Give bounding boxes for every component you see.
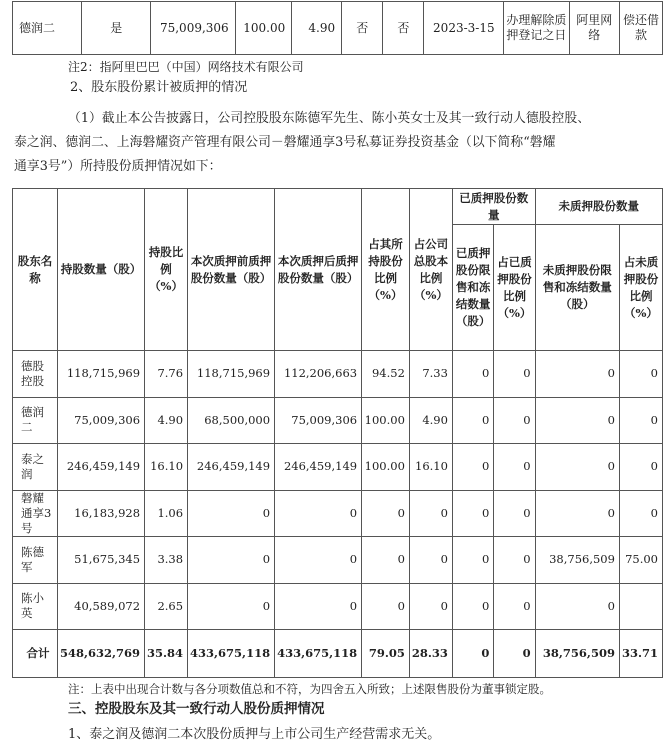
table-cell: 0 bbox=[494, 490, 535, 537]
table-cell: 0 bbox=[362, 537, 410, 584]
table-cell: 0 bbox=[409, 583, 452, 630]
table-cell: 38,756,509 bbox=[535, 630, 619, 678]
table-cell: 7.76 bbox=[145, 351, 188, 398]
table-cell: 0 bbox=[535, 490, 619, 537]
table-cell: 16,183,928 bbox=[58, 490, 145, 537]
table-cell: 0 bbox=[494, 630, 535, 678]
table-cell: 246,459,149 bbox=[58, 444, 145, 491]
table-cell: 0 bbox=[452, 397, 493, 444]
header-unpledged-restricted: 未质押股份限售和冻结数量（股） bbox=[535, 225, 619, 351]
table-cell: 陈德军 bbox=[13, 537, 58, 584]
pledge-detail-table bbox=[12, 1, 663, 55]
table-cell: 否 bbox=[383, 2, 424, 55]
table-cell: 偿还借款 bbox=[619, 2, 662, 55]
table-cell: 0 bbox=[452, 351, 493, 398]
header-before: 本次质押前质押股份数量（股） bbox=[188, 189, 275, 351]
table-cell: 德润二 bbox=[13, 2, 82, 55]
table-cell: 75,009,306 bbox=[275, 397, 362, 444]
table-cell: 合计 bbox=[13, 630, 58, 678]
table-cell: 0 bbox=[275, 583, 362, 630]
header-unpledged-group: 未质押股份数量 bbox=[535, 189, 662, 225]
header-pct-total: 占公司总股本比例（%） bbox=[409, 189, 452, 351]
table-cell: 0 bbox=[494, 397, 535, 444]
header-ratio: 持股比例（%） bbox=[145, 189, 188, 351]
table-cell: 0 bbox=[494, 537, 535, 584]
table-cell: 0 bbox=[188, 537, 275, 584]
table-cell: 阿里网络 bbox=[569, 2, 619, 55]
table-row bbox=[13, 490, 663, 537]
table-cell: 51,675,345 bbox=[58, 537, 145, 584]
header-pledged-group: 已质押股份数量 bbox=[452, 189, 535, 225]
table-cell: 112,206,663 bbox=[275, 351, 362, 398]
table-cell: 4.90 bbox=[145, 397, 188, 444]
total-row bbox=[13, 630, 663, 678]
header-unpledged-ratio: 占未质押股份比例（%） bbox=[619, 225, 662, 351]
table-cell: 否 bbox=[342, 2, 383, 55]
table-cell: 0 bbox=[452, 537, 493, 584]
table-cell: 75.00 bbox=[619, 537, 662, 584]
table-cell: 0 bbox=[362, 583, 410, 630]
paragraph-line: 泰之润、德润二、上海磐耀资产管理有限公司－磐耀通享3号私募证券投资基金（以下简称“磐耀 bbox=[14, 135, 556, 150]
table-cell: 0 bbox=[619, 444, 662, 491]
header-shareholder: 股东名称 bbox=[13, 189, 58, 351]
paragraph-line: （1）截止本公告披露日，公司控股股东陈德军先生、陈小英女士及其一致行动人德股控股、 bbox=[68, 111, 591, 126]
table-cell: 118,715,969 bbox=[188, 351, 275, 398]
table-row bbox=[13, 2, 663, 55]
table-cell: 100.00 bbox=[362, 444, 410, 491]
table-cell: 0 bbox=[619, 351, 662, 398]
table-cell: 246,459,149 bbox=[188, 444, 275, 491]
table-cell: 0 bbox=[619, 490, 662, 537]
paragraph-1 bbox=[14, 107, 590, 179]
table-cell: 75,009,306 bbox=[58, 397, 145, 444]
table-cell: 0 bbox=[452, 630, 493, 678]
table-cell: 0 bbox=[409, 537, 452, 584]
table-cell: 2.65 bbox=[145, 583, 188, 630]
table-row bbox=[13, 583, 663, 630]
table-cell: 0 bbox=[494, 583, 535, 630]
table-cell: 79.05 bbox=[362, 630, 410, 678]
table-cell: 16.10 bbox=[409, 444, 452, 491]
table-cell: 德股控股 bbox=[13, 351, 58, 398]
table-cell: 办理解除质押登记之日 bbox=[504, 2, 569, 55]
table-cell: 4.90 bbox=[409, 397, 452, 444]
table-cell: 38,756,509 bbox=[535, 537, 619, 584]
header-holdings: 持股数量（股） bbox=[58, 189, 145, 351]
table-cell: 2023-3-15 bbox=[424, 2, 504, 55]
table-cell: 磐耀通享3号 bbox=[13, 490, 58, 537]
table-cell: 是 bbox=[82, 2, 151, 55]
table-cell: 3.38 bbox=[145, 537, 188, 584]
table-row bbox=[13, 397, 663, 444]
table-cell: 0 bbox=[362, 490, 410, 537]
table-cell: 28.33 bbox=[409, 630, 452, 678]
table-cell: 94.52 bbox=[362, 351, 410, 398]
table-cell: 7.33 bbox=[409, 351, 452, 398]
table-cell: 433,675,118 bbox=[188, 630, 275, 678]
table-row bbox=[13, 537, 663, 584]
table-cell: 246,459,149 bbox=[275, 444, 362, 491]
header-after: 本次质押后质押股份数量（股） bbox=[275, 189, 362, 351]
table-cell: 548,632,769 bbox=[58, 630, 145, 678]
table-note: 注：上表中出现合计数与各分项数值总和不符，为四舍五入所致；上述限售股份为董事锁定股。 bbox=[68, 682, 551, 696]
table-cell: 0 bbox=[452, 490, 493, 537]
table-cell bbox=[619, 583, 662, 630]
table-cell: 陈小英 bbox=[13, 583, 58, 630]
table-cell: 1.06 bbox=[145, 490, 188, 537]
header-pledged-restricted: 已质押股份限售和冻结数量（股） bbox=[452, 225, 493, 351]
table-cell: 0 bbox=[452, 444, 493, 491]
table-cell: 35.84 bbox=[145, 630, 188, 678]
table-cell: 0 bbox=[452, 583, 493, 630]
table-cell: 0 bbox=[494, 351, 535, 398]
table-cell: 0 bbox=[409, 490, 452, 537]
table-cell: 75,009,306 bbox=[151, 2, 235, 55]
table-cell: 4.90 bbox=[292, 2, 342, 55]
table-cell: 100.00 bbox=[362, 397, 410, 444]
paragraph-3: 1、泰之润及德润二本次股份质押与上市公司生产经营需求无关。 bbox=[68, 727, 441, 742]
table-cell: 100.00 bbox=[235, 2, 292, 55]
note-2: 注2：指阿里巴巴（中国）网络技术有限公司 bbox=[68, 60, 304, 74]
table-cell: 33.71 bbox=[619, 630, 662, 678]
table-cell: 0 bbox=[275, 490, 362, 537]
section-2-heading: 2、股东股份累计被质押的情况 bbox=[70, 80, 248, 95]
table-row bbox=[13, 444, 663, 491]
table-cell: 0 bbox=[619, 397, 662, 444]
table-cell: 0 bbox=[535, 444, 619, 491]
table-cell: 118,715,969 bbox=[58, 351, 145, 398]
table-cell: 0 bbox=[275, 537, 362, 584]
table-cell: 16.10 bbox=[145, 444, 188, 491]
table-cell: 0 bbox=[535, 351, 619, 398]
paragraph-line: 通享3号”）所持股份质押情况如下： bbox=[14, 159, 222, 174]
table-cell: 0 bbox=[494, 444, 535, 491]
table-cell: 0 bbox=[188, 490, 275, 537]
table-cell: 0 bbox=[535, 397, 619, 444]
table-cell: 0 bbox=[535, 583, 619, 630]
table-cell: 433,675,118 bbox=[275, 630, 362, 678]
header-pledged-ratio: 占已质押股份比例（%） bbox=[494, 225, 535, 351]
table-row bbox=[13, 351, 663, 398]
header-pct-own: 占其所持股份比例（%） bbox=[362, 189, 410, 351]
table-cell: 0 bbox=[188, 583, 275, 630]
table-cell: 泰之润 bbox=[13, 444, 58, 491]
table-cell: 40,589,072 bbox=[58, 583, 145, 630]
pledge-summary-table bbox=[12, 188, 663, 678]
table-cell: 德润二 bbox=[13, 397, 58, 444]
table-cell: 68,500,000 bbox=[188, 397, 275, 444]
section-3-heading: 三、控股股东及其一致行动人股份质押情况 bbox=[68, 701, 325, 717]
